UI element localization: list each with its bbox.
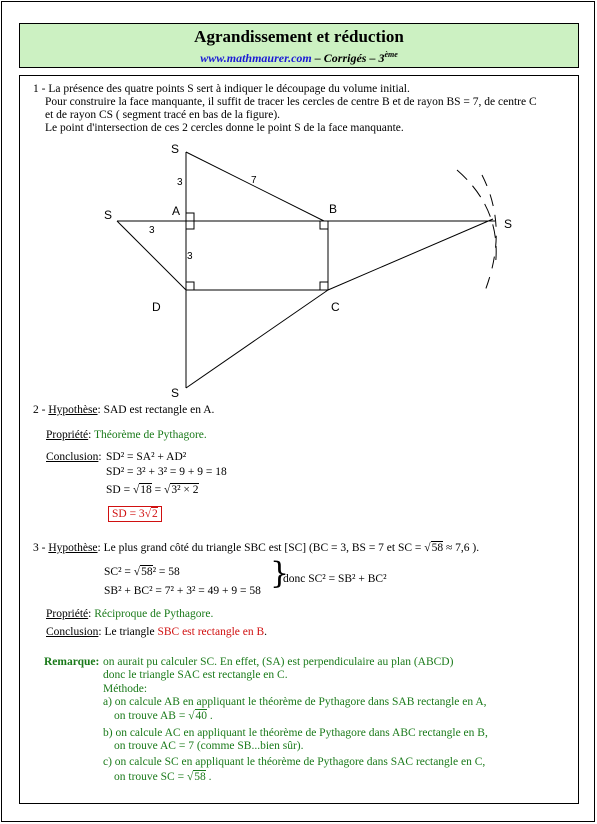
q3-hyp-text: : Le plus grand côté du triangle SBC est [SC] (BC = 3, BS = 7 et SC =: [97, 542, 425, 554]
q1-line1: 1 - La présence des quatre points S sert à indiquer le découpage du volume initial.: [33, 83, 410, 95]
seg-s-top-b: [186, 152, 324, 221]
label-c: C: [331, 300, 340, 314]
remark-line3: Méthode:: [103, 683, 148, 695]
q1-line2: Pour construire la face manquante, il suffit de tracer les cercles de centre B et de rayon BS = 7, de centre C: [45, 96, 537, 108]
remark-line5: on trouve AB = √40 .: [114, 710, 213, 722]
page-title: Agrandissement et réduction: [194, 27, 404, 46]
remark-label: Remarque:: [44, 656, 100, 668]
q1-line4: Le point d'intersection de ces 2 cercles donne le point S de la face manquante.: [45, 122, 404, 134]
right-angle-a: [186, 213, 194, 221]
right-angle-a2: [186, 221, 194, 229]
q2-result-rad: 2: [152, 508, 158, 520]
q3-donc: donc SC² = SB² + BC²: [283, 573, 387, 585]
q3-property: Propriété: Réciproque de Pythagore.: [46, 608, 214, 620]
q3-hypothesis: 3 - Hypothèse: Le plus grand côté du triangle SBC est [SC] (BC = 3, BS = 7 et SC = √58 ≈ 7,6 ).: [33, 542, 480, 554]
remark-line9: on trouve SC = √58 .: [114, 771, 212, 783]
q2-rad-18: 18: [140, 484, 152, 496]
label-d: D: [152, 300, 161, 314]
q3-concl-red: SBC est rectangle en B: [157, 626, 265, 638]
remark-rad-40: 40: [195, 710, 208, 722]
q3-prop-text: Réciproque de Pythagore.: [94, 608, 214, 620]
q2-property: Propriété: Théorème de Pythagore.: [46, 429, 207, 441]
site-link[interactable]: www.mathmaurer.com: [200, 51, 312, 65]
q3-concl-label: Conclusion: [46, 626, 99, 638]
right-angle-c: [320, 282, 328, 290]
q2-hypothesis: [33, 404, 214, 417]
q2-hyp-label: Hypothèse: [48, 404, 98, 416]
length-sa-top: 3: [177, 177, 183, 188]
length-sb: 7: [251, 175, 257, 186]
q3-eq2: SB² + BC² = 7² + 3² = 49 + 9 = 58: [104, 585, 261, 597]
q3-number: 3 -: [33, 542, 49, 554]
q2-hyp-text: : SAD est rectangle en A.: [97, 404, 215, 416]
length-ad: 3: [187, 251, 193, 262]
label-s-top: S: [171, 142, 180, 156]
seg-c-s-bottom: [186, 290, 328, 388]
remark-line2: donc le triangle SAC est rectangle en C.: [103, 669, 288, 681]
grade-sup: ème: [384, 50, 398, 59]
q2-eq2: SD² = 3² + 3² = 9 + 9 = 18: [106, 466, 227, 478]
remark-line1: on aurait pu calculer SC. En effet, (SA) est perpendiculaire au plan (ABCD): [103, 656, 454, 668]
remark-line7: on trouve AC = 7 (comme SB...bien sûr).: [114, 740, 304, 752]
label-a: A: [172, 204, 181, 218]
label-s-left: S: [104, 208, 113, 222]
arc-circle-b: [457, 170, 496, 268]
q2-rad-3sq2: 3² × 2: [171, 484, 199, 496]
q2-conclusion-label-wrap: Conclusion:: [46, 451, 102, 463]
length-sa-left: 3: [149, 225, 155, 236]
q1-line3: et de rayon CS ( segment tracé en bas de la figure).: [45, 109, 281, 121]
q3-conclusion: Conclusion: Le triangle SBC est rectangle en B.: [46, 626, 268, 638]
q2-eq1: SD² = SA² + AD²: [106, 451, 187, 463]
q3-hyp-label: Hypothèse: [48, 542, 98, 554]
q2-prop-label: Propriété: [46, 429, 89, 441]
q3-hyp-rad: 58: [431, 542, 444, 554]
remark-rad-58: 58: [194, 771, 206, 783]
q2-prop-text: Théorème de Pythagore.: [94, 429, 207, 441]
q3-brace: }: [270, 556, 290, 591]
q2-result-box: SD = 3√2: [108, 506, 162, 522]
q2-number: 2 -: [33, 404, 49, 416]
seg-c-s-right: [328, 219, 493, 290]
remark-line4: a) on calcule AB en appliquant le théorème de Pythagore dans SAB rectangle en A,: [103, 696, 487, 708]
q2-concl-label: Conclusion: [46, 451, 99, 463]
arc-circle-c: [482, 175, 496, 296]
q2-eq3: SD = √18 = √3² × 2: [106, 484, 199, 496]
q3-eq1: SC² = √58² = 58: [104, 566, 180, 578]
label-s-right: S: [504, 217, 513, 231]
q3-prop-label: Propriété: [46, 608, 89, 620]
subtitle-text: – Corrigés – 3: [314, 51, 385, 65]
right-angle-d: [186, 282, 194, 290]
label-b: B: [329, 202, 338, 216]
q3-eq1-rad: 58: [141, 566, 153, 578]
remark-line8: c) on calcule SC en appliquant le théorème de Pythagore dans SAC rectangle en C,: [103, 756, 486, 768]
remark-line6: b) on calcule AC en appliquant le théorème de Pythagore dans ABC rectangle en B,: [103, 727, 488, 739]
right-angle-b: [320, 221, 328, 229]
label-s-bottom: S: [171, 386, 180, 400]
